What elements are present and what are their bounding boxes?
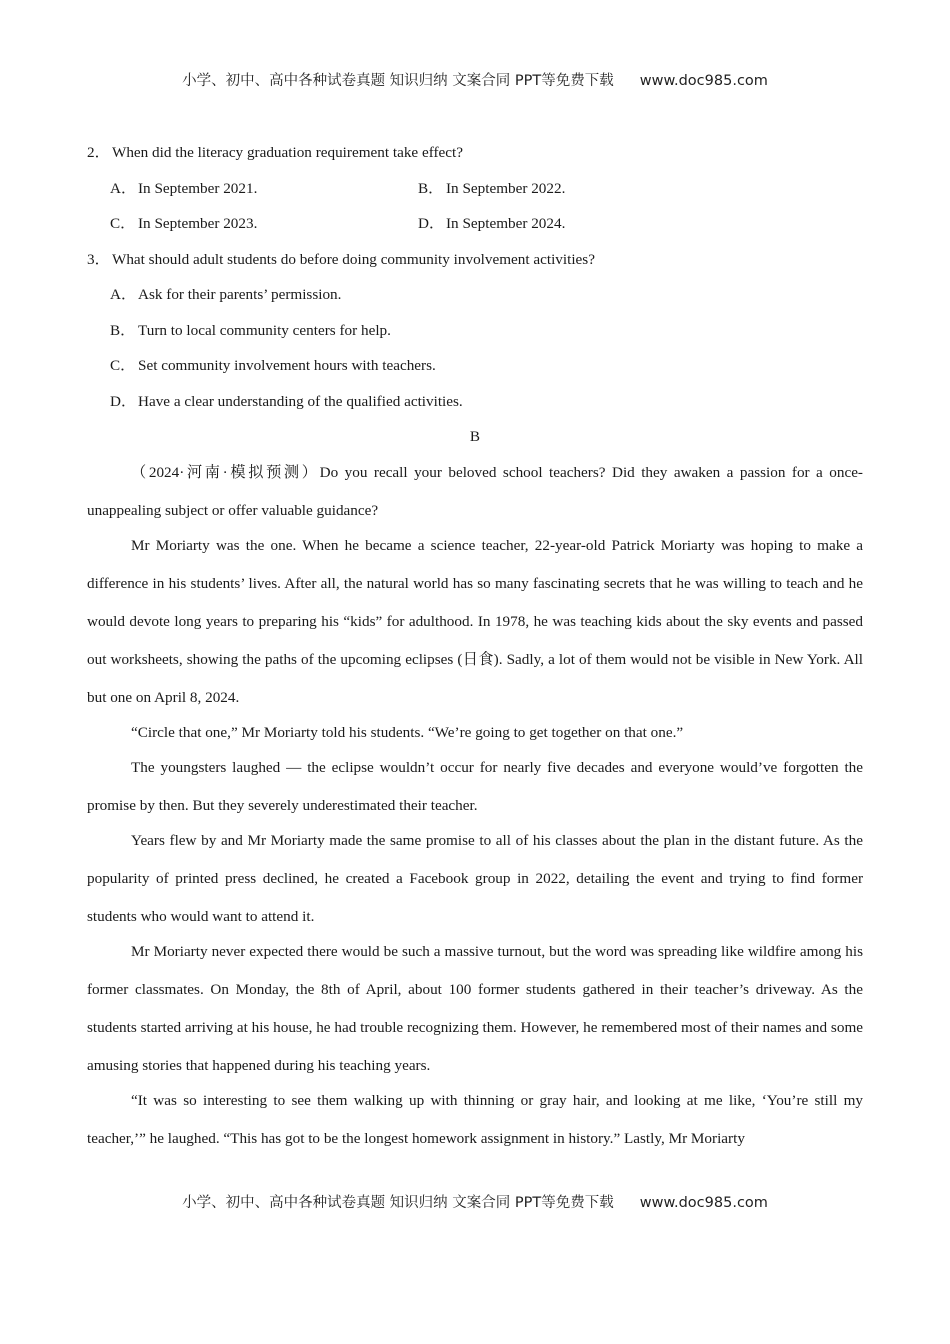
option-letter: A．: [110, 286, 137, 303]
question-2-options-row-2: [110, 213, 863, 235]
option-c: [110, 355, 863, 377]
option-text: In September 2022.: [446, 179, 566, 197]
question-text: What should adult students do before doing community involvement activities?: [112, 250, 595, 268]
footer-text: 小学、初中、高中各种试卷真题 知识归纳 文案合同 PPT等免费下载: [182, 1195, 614, 1211]
option-letter: B．: [110, 321, 136, 339]
header-site-link[interactable]: www.doc985.com: [639, 73, 768, 89]
option-letter: D．: [418, 215, 445, 232]
question-number: 3．: [87, 250, 110, 268]
question-2-options-row-1: [110, 178, 863, 200]
passage-paragraph: Mr Moriarty was the one. When he became a science teacher, 22-year-old Patrick Moriarty was hoping to make a difference in his students’ lives. After all, the natural world has so many fascinating secrets that he was willing to teach and he would devote long years to preparing his “kids” for adulthood. In 1978, he was teaching kids about the sky events and passed out worksheets, showing the paths of the upcoming eclipses (日食). Sadly, a lot of them would not be visible in New York. All but one on April 8, 2024.: [87, 537, 863, 706]
option-letter: C．: [110, 215, 136, 232]
document-body: [87, 142, 863, 1155]
option-text: Turn to local community centers for help.: [138, 321, 391, 339]
option-c: [110, 213, 418, 235]
passage-paragraph: “Circle that one,” Mr Moriarty told his students. “We’re going to get together on that one.”: [131, 724, 684, 741]
section-heading: B: [469, 428, 481, 445]
option-letter: A．: [110, 179, 137, 197]
option-text: In September 2024.: [446, 215, 566, 232]
option-d: [418, 213, 726, 235]
page-header: [0, 69, 950, 90]
option-letter: B．: [418, 179, 444, 197]
option-text: Have a clear understanding of the qualified activities.: [138, 392, 463, 410]
passage-paragraph: （2024·河南·模拟预测）Do you recall your beloved school teachers? Did they awaken a passion for a once-unappealing subject or offer valuable guidance?: [87, 464, 863, 519]
passage-paragraph: The youngsters laughed — the eclipse wouldn’t occur for nearly five decades and everyone would’ve forgotten the promise by then. But they severely underestimated their teacher.: [87, 759, 863, 814]
passage-paragraph: “It was so interesting to see them walking up with thinning or gray hair, and looking at me like, ‘You’re still my teacher,’” he laughed. “This has got to be the longest homework assignment in history.” Lastly, Mr Moriarty: [87, 1092, 863, 1147]
passage-paragraph: Years flew by and Mr Moriarty made the same promise to all of his classes about the plan in the distant future. As the popularity of printed press declined, he created a Facebook group in 2022, detailing the event and trying to find former students who would want to attend it.: [87, 832, 863, 925]
option-d: [110, 391, 863, 413]
option-letter: C．: [110, 357, 136, 374]
passage-paragraph: Mr Moriarty never expected there would be such a massive turnout, but the word was spreading like wildfire among his former classmates. On Monday, the 8th of April, about 100 former students gathered in their teacher’s driveway. As the students started arriving at his house, he had trouble recognizing them. However, he remembered most of their names and some amusing stories that happened during his teaching years.: [87, 943, 863, 1074]
question-number: 2．: [87, 144, 110, 161]
option-text: In September 2023.: [138, 215, 258, 232]
option-a: [110, 178, 418, 200]
option-letter: D．: [110, 392, 137, 410]
option-text: In September 2021.: [138, 179, 258, 197]
option-text: Ask for their parents’ permission.: [138, 286, 342, 303]
option-b: [418, 178, 726, 200]
option-a: [110, 284, 863, 306]
question-text: When did the literacy graduation requirement take effect?: [112, 144, 463, 161]
header-text: 小学、初中、高中各种试卷真题 知识归纳 文案合同 PPT等免费下载: [182, 73, 614, 89]
question-3: [87, 249, 863, 271]
page-footer: [0, 1191, 950, 1212]
footer-site-link[interactable]: www.doc985.com: [639, 1195, 768, 1211]
option-text: Set community involvement hours with teachers.: [138, 357, 436, 374]
option-b: [110, 320, 863, 342]
question-2: [87, 142, 863, 164]
